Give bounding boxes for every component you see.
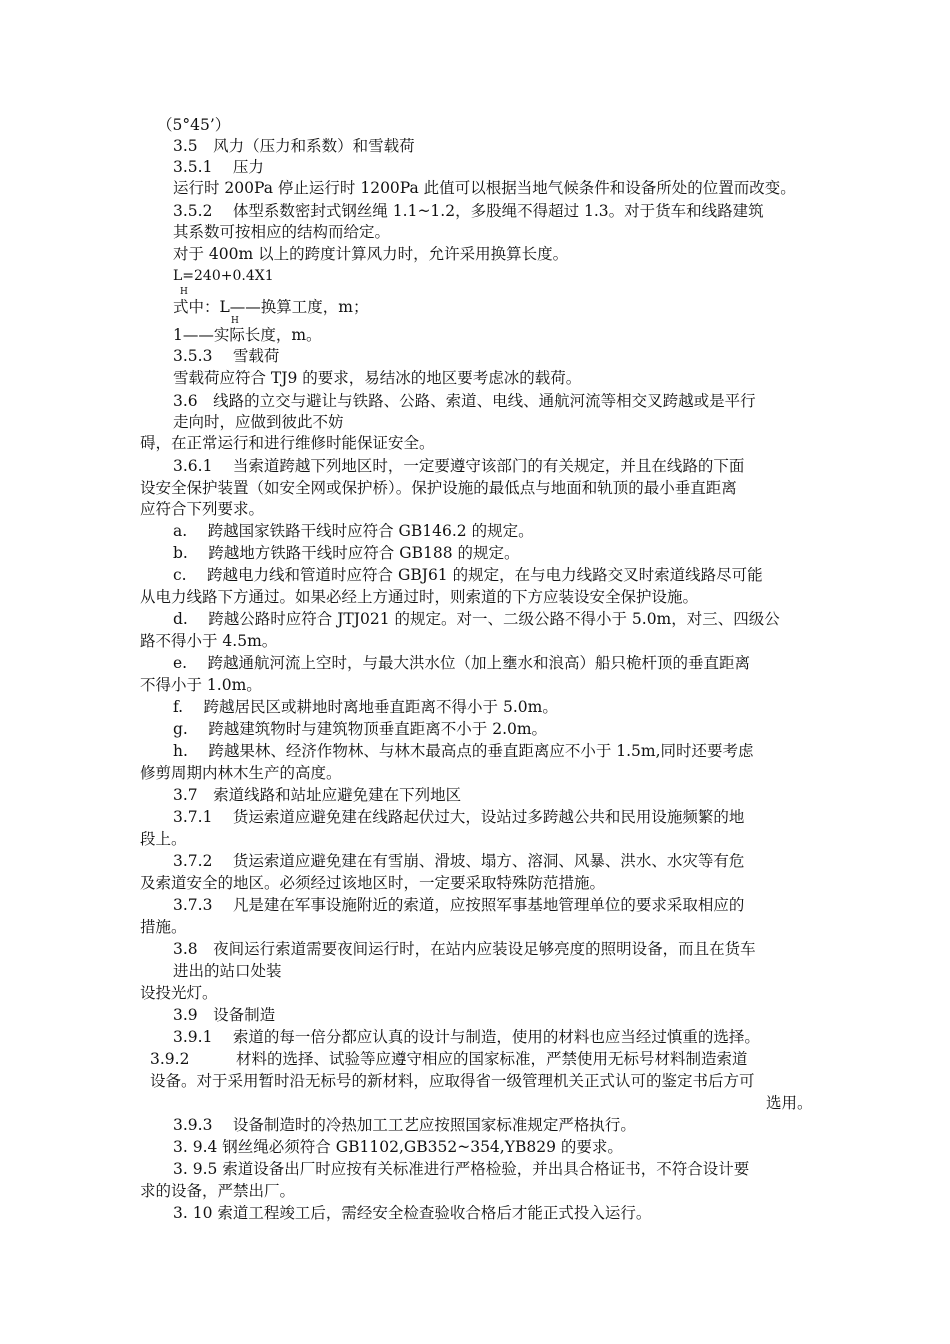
- subsection-heading: 3.6.1 当索道跨越下列地区时，一定要遵守该部门的有关规定，并且在线路的下面: [173, 457, 745, 475]
- list-item: d. 跨越公路时应符合 JTJ021 的规定。对一、二级公路不得小于 5.0m，对三、四级公: [173, 610, 780, 628]
- text-line: 3. 9.4 钢丝绳必须符合 GB1102,GB352~354,YB829 的要求。: [173, 1138, 623, 1156]
- subscript: H: [180, 287, 188, 297]
- text-line: 运行时 200Pa 停止运行时 1200Pa 此值可以根据当地气候条件和设备所处的位置而改变。: [173, 179, 796, 197]
- text-line: 段上。: [140, 830, 187, 848]
- subsection-heading: 3.5.1 压力: [173, 158, 264, 176]
- list-item: b. 跨越地方铁路干线时应符合 GB188 的规定。: [173, 544, 520, 562]
- subsection-heading: 3.9.2 材料的选择、试验等应遵守相应的国家标准，严禁使用无标号材料制造索道: [150, 1050, 748, 1068]
- text-line: 修剪周期内林木生产的高度。: [140, 764, 342, 782]
- subsection-heading: 3.9.1 索道的每一倍分都应认真的设计与制造，使用的材料也应当经过慎重的选择。: [173, 1028, 760, 1046]
- text-line: 其系数可按相应的结构而给定。: [173, 223, 391, 241]
- text-line: 进出的站口处装: [173, 962, 282, 980]
- text-line: 选用。: [766, 1094, 813, 1112]
- text-line: 措施。: [140, 918, 187, 936]
- text-line: 不得小于 1.0m。: [140, 676, 262, 694]
- text-line: 设投光灯。: [140, 984, 218, 1002]
- text-line: 式中：L——换算工度，m；: [173, 298, 369, 316]
- section-heading: 3.7 索道线路和站址应避免建在下列地区: [173, 786, 462, 804]
- text-line: 走向时，应做到彼此不妨: [173, 413, 344, 431]
- text-line: 设备。对于采用暂时沿无标号的新材料，应取得省一级管理机关正式认可的鉴定书后方可: [150, 1072, 755, 1090]
- text-line: 设安全保护装置（如安全网或保护桥）。保护设施的最低点与地面和轨顶的最小垂直距离: [140, 479, 737, 497]
- subsection-heading: 3.7.3 凡是建在军事设施附近的索道，应按照军事基地管理单位的要求采取相应的: [173, 896, 745, 914]
- list-item: e. 跨越通航河流上空时，与最大洪水位（加上壅水和浪高）船只桅杆顶的垂直距离: [173, 654, 751, 672]
- text-line: 3. 9.5 索道设备出厂时应按有关标准进行严格检验，并出具合格证书，不符合设计要: [173, 1160, 750, 1178]
- text-line: 3. 10 索道工程竣工后，需经安全检查验收合格后才能正式投入运行。: [173, 1204, 652, 1222]
- section-heading: 3.6 线路的立交与避让与铁路、公路、索道、电线、通航河流等相交叉跨越或是平行: [173, 392, 756, 410]
- text-line: 雪载荷应符合 TJ9 的要求，易结冰的地区要考虑冰的载荷。: [173, 369, 582, 387]
- text-line: 对于 400m 以上的跨度计算风力时，允许采用换算长度。: [173, 245, 569, 263]
- list-item: f. 跨越居民区或耕地时离地垂直距离不得小于 5.0m。: [173, 698, 558, 716]
- text-line: 应符合下列要求。: [140, 500, 265, 518]
- text-line: （5°45’）: [157, 116, 231, 134]
- text-line: 碍，在正常运行和进行维修时能保证安全。: [140, 434, 435, 452]
- text-line: 及索道安全的地区。必须经过该地区时，一定要采取特殊防范措施。: [140, 874, 606, 892]
- subsection-heading: 3.7.1 货运索道应避免建在线路起伏过大，设站过多跨越公共和民用设施频繁的地: [173, 808, 745, 826]
- text-line: 1——实际长度，m。: [173, 326, 322, 344]
- subsection-heading: 3.9.3 设备制造时的冷热加工工艺应按照国家标准规定严格执行。: [173, 1116, 636, 1134]
- text-line: 3.5.2 体型系数密封式钢丝绳 1.1~1.2，多股绳不得超过 1.3。对于货车和线路建筑: [173, 202, 764, 220]
- subscript: H: [231, 316, 239, 326]
- section-heading: 3.5 风力（压力和系数）和雪载荷: [173, 137, 415, 155]
- section-heading: 3.9 设备制造: [173, 1006, 276, 1024]
- subsection-heading: 3.7.2 货运索道应避免建在有雪崩、滑坡、塌方、溶洞、风暴、洪水、水灾等有危: [173, 852, 745, 870]
- list-item: h. 跨越果林、经济作物林、与林木最高点的垂直距离应不小于 1.5m,同时还要考虑: [173, 742, 754, 760]
- text-line: 从电力线路下方通过。如果必经上方通过时，则索道的下方应装设安全保护设施。: [140, 588, 699, 606]
- subsection-heading: 3.5.3 雪载荷: [173, 347, 280, 365]
- formula: L=240+0.4X1: [173, 268, 274, 284]
- list-item: a. 跨越国家铁路干线时应符合 GB146.2 的规定。: [173, 522, 534, 540]
- text-line: 求的设备，严禁出厂。: [140, 1182, 296, 1200]
- list-item: g. 跨越建筑物时与建筑物顶垂直距离不小于 2.0m。: [173, 720, 548, 738]
- list-item: c. 跨越电力线和管道时应符合 GBJ61 的规定，在与电力线路交叉时索道线路尽可能: [173, 566, 763, 584]
- section-heading: 3.8 夜间运行索道需要夜间运行时，在站内应装设足够亮度的照明设备，而且在货车: [173, 940, 756, 958]
- text-line: 路不得小于 4.5m。: [140, 632, 278, 650]
